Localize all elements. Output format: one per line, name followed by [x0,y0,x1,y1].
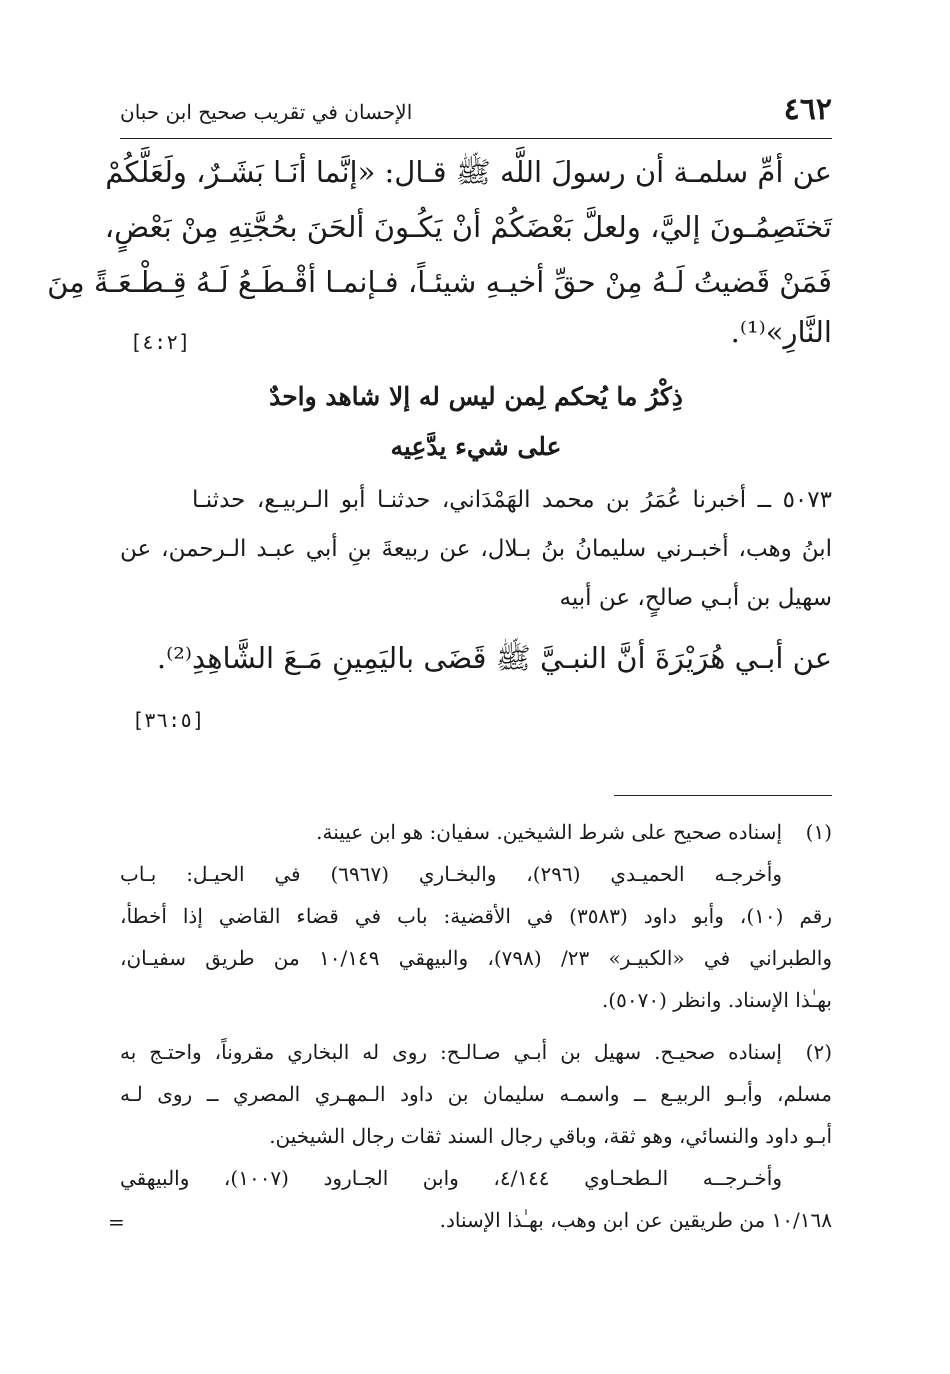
footnote-line: والطبراني في «الكبيـر» ٢٣/ (٧٩٨)، والبيهقي ١٠/١٤٩ من طريق سفيـان، [120,946,833,970]
isnad-line: ابنُ وهب، أخبـرني سليمانُ بنُ بـلال، عن ربيعةَ بنِ أبي عبـد الـرحمن، عن [120,536,832,562]
running-title: الإحسان في تقريب صحيح ابن حبان [120,100,413,124]
isnad-line: سهيل بن أبـي صالحٍ، عن أبيه [559,585,832,611]
hadith1-reference: [٤:٢] [130,330,191,354]
footnote-line: إسناده صحيـح. سهيل بن أبـي صـالـح: روى له البخاري مقروناً، واحتـج به [120,1040,782,1064]
hadith1-line: النَّارِ»⁽¹⁾. [730,315,832,349]
section-heading-line1: ذِكْرُ ما يُحكم لِمن ليس له إلا شاهد واحدٌ [269,382,683,411]
isnad-line: ٥٠٧٣ ــ أخبرنا عُمَرُ بن محمد الهَمْدَاني، حدثنـا أبو الـربيـع، حدثنـا [192,487,832,513]
header-divider [120,138,832,139]
footnote-number: (٢) [805,1040,832,1064]
footnote-line: بهـٰذا الإسناد. وانظر (٥٠٧٠). [601,988,832,1012]
section-heading-line2: على شيء يدَّعِيه [390,432,562,461]
continuation-mark: = [108,1210,125,1234]
footnote-number: (١) [805,820,832,844]
footnote-line: رقم (١٠)، وأبو داود (٣٥٨٣) في الأقضية: باب في قضاء القاضي إذا أخطأ، [120,904,832,928]
footnote-line: أبـو داود والنسائي، وهو ثقة، وباقي رجال السند ثقات رجال الشيخين. [269,1124,832,1148]
footnote-divider [614,795,832,796]
footnote-line: وأخرجـه الحميـدي (٢٩٦)، والبخـاري (٦٩٦٧) في الحيـل: بـاب [120,862,783,886]
footnote-line: إسناده صحيح على شرط الشيخين. سفيان: هو ابن عيينة. [316,820,782,844]
footnote-line: مسلم، وأبـو الربيـع ــ واسمـه سليمان بن داود الـمهـري المصري ــ روى لـه [120,1082,832,1106]
hadith2-matn: عن أبـي هُرَيْرَةَ أنَّ النبـيَّ ﷺ قَضَى باليَمِينِ مَـعَ الشَّاهِدِ⁽²⁾. [156,641,832,675]
hadith1-line: عن أمِّ سلمـة أن رسولَ اللَّه ﷺ قـال: «إنَّما أنَـا بَشَـرٌ، ولَعَلَّكُمْ [105,155,832,189]
page-number: ٤٦٢ [783,92,832,127]
hadith1-line: فَمَنْ قَضيتُ لَـهُ مِنْ حقِّ أخيـهِ شيئـاً، فـإنمـا أقْـطَـعُ لَـهُ قِـطْـعَـةً مِنَ [47,265,832,299]
hadith1-line: تَختَصِمُـونَ إليَّ، ولعلَّ بَعْضَكُمْ أنْ يَكُـونَ ألحَنَ بحُجَّتِهِ مِنْ بَعْضٍ، [104,210,832,244]
hadith2-reference: [٣٦:٥] [132,708,205,732]
footnote-line: ١٠/١٦٨ من طريقين عن ابن وهب، بهـٰذا الإسناد. [439,1208,832,1232]
footnote-line: وأخـرجــه الـطحـاوي ٤/١٤٤، وابن الجـارود (١٠٠٧)، والبيهقي [120,1166,783,1190]
